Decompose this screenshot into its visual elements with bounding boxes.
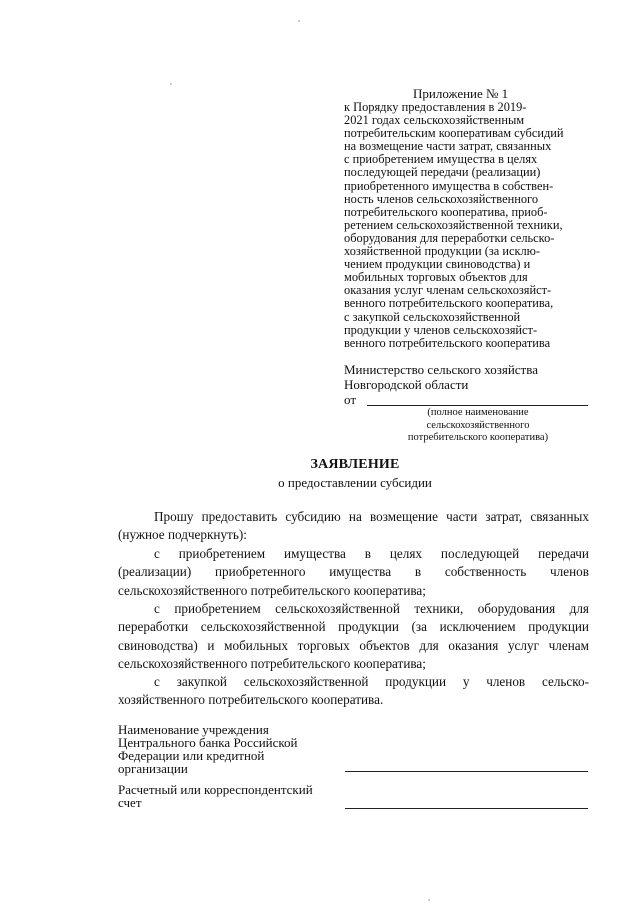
appendix-title: Приложение № 1 [413,86,509,101]
account-field[interactable] [345,808,588,809]
body-line: переработки сельскохозяйственной продукции (за исключением продукции [118,619,589,635]
scan-speck [298,20,300,22]
bank-name-field[interactable] [345,771,588,772]
label-line: счет [118,795,142,810]
appendix-line: с приобретением имущества в целях [344,152,538,167]
body-line: Прошу предоставить субсидию на возмещение части затрат, связанных [154,509,589,524]
appendix-line: оказания услуг членам сельскохозяйст- [344,283,552,298]
body-line: с приобретением сельскохозяйственной техники, оборудования для [154,601,589,616]
bank-name-label [118,723,298,775]
appendix-line: 2021 годах сельскохозяйственным [344,113,525,128]
appendix-line: мобильных торговых объектов для [344,270,528,285]
body-line: хозяйственного потребительского кооператива. [118,692,384,708]
appendix-line: ретением сельскохозяйственной техники, [344,217,563,232]
paragraph-request [118,508,589,545]
account-label [118,783,313,809]
document-subtitle: о предоставлении субсидии [278,475,432,490]
scan-speck [170,83,172,85]
appendix-line: ность членов сельскохозяйственного [344,191,539,206]
body-line: сельскохозяйственного потребительского кооператива; [118,655,426,671]
from-label: от [344,392,357,407]
label-line: организации [118,761,188,776]
applicant-name-hint [378,407,578,445]
body-line: с закупкой сельскохозяйственной продукции у членов сельско- [154,674,589,689]
label-line: Федерации или кредитной [118,748,265,763]
body-line: свиноводства) и мобильных торговых объектов для оказания услуг членам [118,637,589,653]
addressee-line: Министерство сельского хозяйства [344,362,538,377]
label-line: Наименование учреждения [118,722,269,737]
appendix-line: оборудования для переработки сельско- [344,230,555,245]
appendix-line: потребительским кооперативам субсидий [344,126,564,141]
label-line: Расчетный или корреспондентский [118,782,313,797]
hint-line: сельскохозяйственного [426,419,530,431]
appendix-line: к Порядку предоставления в 2019- [344,100,527,114]
appendix-line: потребительского кооператива, приоб- [344,204,548,219]
hint-line: (полное наименование [427,407,529,418]
appendix-line: последующей передачи (реализации) [344,165,541,180]
applicant-name-field[interactable] [367,405,588,406]
body-line: (реализации) приобретенного имущества в собственность членов [118,564,589,580]
appendix-line: с закупкой сельскохозяйственной [344,309,521,324]
label-line: Центрального банка Российской [118,735,298,750]
option-property-transfer[interactable] [118,545,589,600]
appendix-line: венного потребительского кооператива, [344,296,554,311]
appendix-reference [344,101,596,350]
body-line: с приобретением имущества в целях последующей передачи [154,546,589,561]
option-product-purchase[interactable] [118,673,589,710]
appendix-line: чением продукции свиноводства) и [344,257,531,272]
addressee-line: Новгородской области [344,377,469,392]
body-line: сельскохозяйственного потребительского кооператива; [118,582,426,598]
hint-line: потребительского кооператива) [407,432,549,443]
document-title: ЗАЯВЛЕНИЕ [310,457,400,472]
appendix-line: хозяйственной продукции (за исклю- [344,244,541,259]
appendix-line: продукции у членов сельскохозяйст- [344,322,538,337]
appendix-line: на возмещение части затрат, связанных [344,139,552,154]
body-line: (нужное подчеркнуть): [118,527,247,543]
appendix-line: венного потребительского кооператива [344,335,551,350]
scan-speck [428,899,430,901]
addressee [344,362,538,392]
appendix-line: приобретенного имущества в собствен- [344,178,554,193]
option-equipment-purchase[interactable] [118,600,589,673]
